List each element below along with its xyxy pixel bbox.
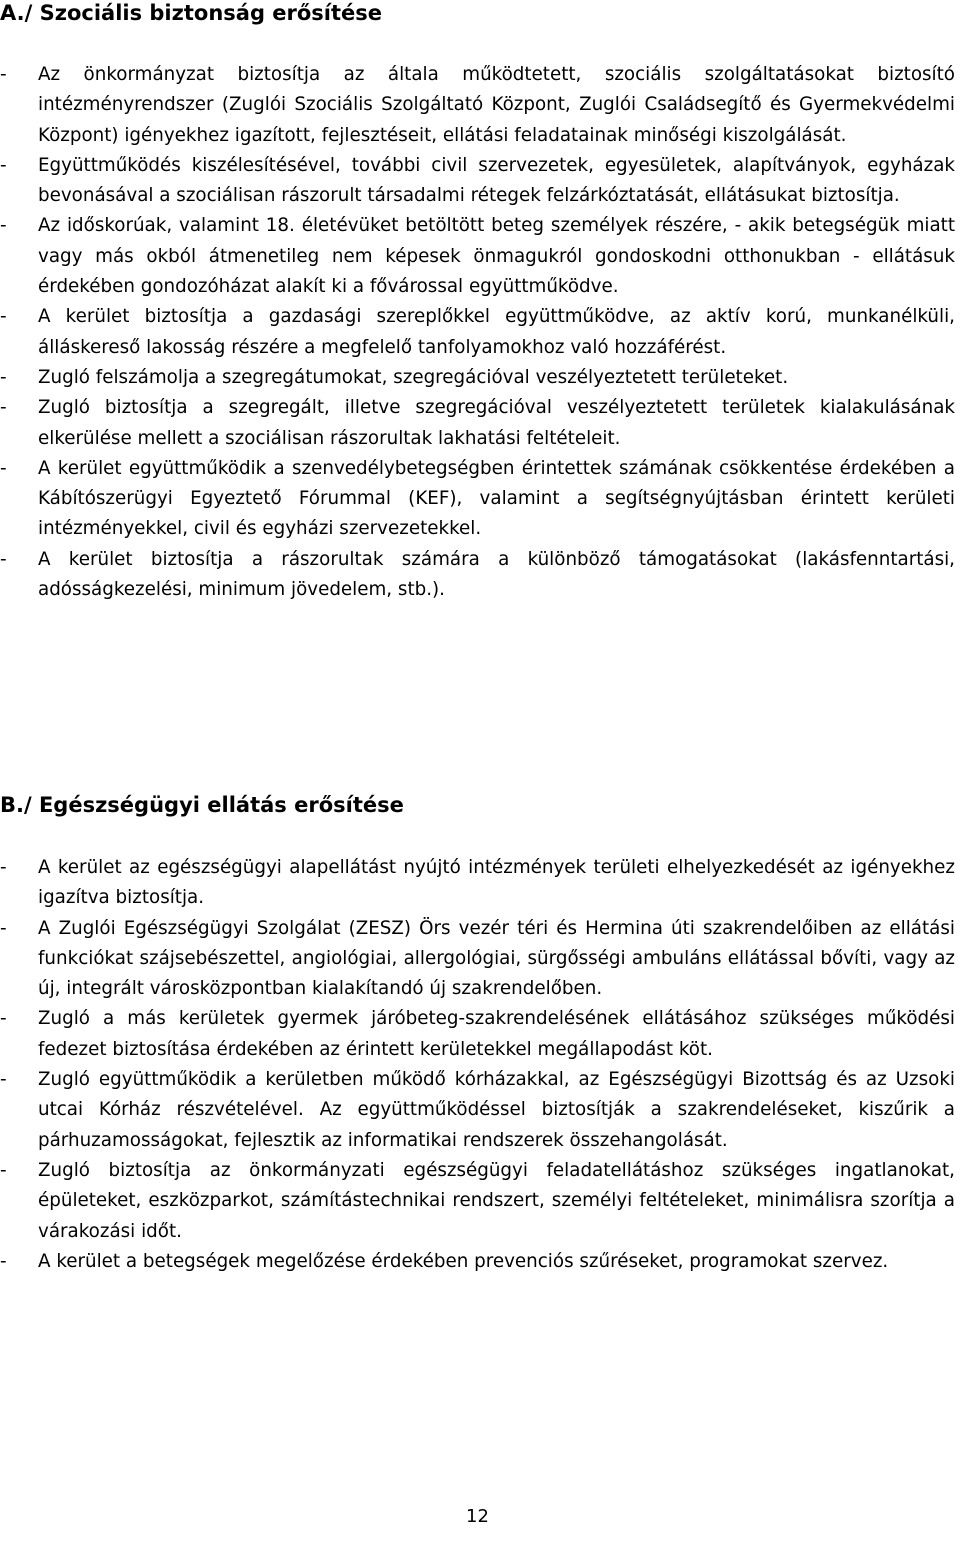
list-item [0, 914, 955, 1005]
bullet-dash: - [0, 397, 7, 419]
section-b-list [0, 853, 955, 1277]
list-item [0, 1004, 955, 1065]
list-item [0, 545, 955, 606]
bullet-dash: - [0, 1250, 7, 1272]
bullet-dash: - [0, 306, 7, 328]
list-item [0, 211, 955, 302]
bullet-dash: - [0, 366, 7, 388]
bullet-dash: - [0, 857, 7, 878]
bullet-dash: - [0, 215, 7, 237]
list-item [0, 1156, 955, 1247]
bullet-dash: - [0, 154, 7, 176]
page-number: 12 [466, 1506, 489, 1527]
list-item [0, 363, 955, 393]
bullet-dash: - [0, 1008, 7, 1030]
list-item-text: A Zuglói Egészségügyi Szolgálat (ZESZ) Örs vezér téri és Hermina úti szakrendelőiben az ellátási funkciókat szájsebészettel, angiológiai, allergológiai, sürgősségi ambuláns ellátással bővíti, vagy az új, integrált városközpontban kialakítandó új szakrendelőben. [38, 917, 955, 1000]
list-item-text: A kerület az egészségügyi alapellátást nyújtó intézmények területi elhelyezkedését az igényekhez igazítva biztosítja. [38, 857, 955, 909]
list-item-text: A kerület biztosítja a rászorultak számára a különböző támogatásokat (lakásfenntartási, adósságkezelési, minimum jövedelem, stb.). [38, 548, 955, 601]
list-item-text: Zugló biztosítja az önkormányzati egészségügyi feladatellátáshoz szükséges ingatlanokat, épületeket, eszközparkot, számítástechnikai rendszert, személyi feltételeket, minimálisra szorítja a várakozási időt. [38, 1159, 955, 1242]
list-item [0, 454, 955, 545]
bullet-dash: - [0, 1069, 7, 1091]
list-item-text: A kerület biztosítja a gazdasági szereplőkkel együttműködve, az aktív korú, munkanélküli, álláskereső lakosság részére a megfelelő tanfolyamokhoz való hozzáférést. [38, 306, 955, 358]
list-item-text: Zugló biztosítja a szegregált, illetve szegregációval veszélyeztetett területek kialakulásának elkerülése mellett a szociálisan rászorultak lakhatási feltételeit. [38, 397, 955, 449]
bullet-dash: - [0, 1159, 7, 1181]
list-item-text: Együttműködés kiszélesítésével, további civil szervezetek, egyesületek, alapítványok, egyházak bevonásával a szociálisan rászorult társadalmi rétegek felzárkóztatását, ellátásukat biztosítja. [38, 154, 955, 207]
list-item [0, 60, 955, 151]
list-item-text: Az önkormányzat biztosítja az általa működtetett, szociális szolgáltatásokat biztosító intézményrendszer (Zuglói Szociális Szolgáltató Központ, Zuglói Családsegítő és Gyermekvédelmi Központ) igényekhez igazított, fejlesztéseit, ellátási feladatainak minőségi kiszolgálását. [38, 64, 955, 146]
list-item-text: A kerület a betegségek megelőzése érdekében prevenciós szűréseket, programokat szervez. [38, 1250, 889, 1272]
list-item-text: Az időskorúak, valamint 18. életévüket betöltött beteg személyek részére, - akik betegségük miatt vagy más okból átmenetileg nem képesek önmagukról gondoskodni otthonukban - ellátásuk érdekében gondozóházat alakít ki a fővárossal együttműködve. [38, 215, 955, 298]
section-a-list [0, 60, 955, 605]
bullet-dash: - [0, 64, 7, 85]
bullet-dash: - [0, 457, 7, 479]
list-item [0, 1065, 955, 1156]
list-item [0, 853, 955, 914]
list-item-text: A kerület együttműködik a szenvedélybetegségben érintettek számának csökkentése érdekében a Kábítószerügyi Egyeztető Fórummal (KEF), valamint a segítségnyújtásban érintett kerületi intézményekkel, civil és egyházi szervezetekkel. [38, 457, 955, 540]
list-item [0, 302, 955, 363]
bullet-dash: - [0, 917, 7, 939]
bullet-dash: - [0, 548, 7, 570]
list-item [0, 151, 955, 212]
list-item-text: Zugló felszámolja a szegregátumokat, szegregációval veszélyeztetett területeket. [38, 366, 789, 388]
section-a-title: A./ Szociális biztonság erősítése [0, 1, 383, 25]
list-item [0, 393, 955, 454]
list-item-text: Zugló a más kerületek gyermek járóbeteg-szakrendelésének ellátásához szükséges működési fedezet biztosítása érdekében az érintett kerületekkel megállapodást köt. [38, 1008, 955, 1060]
list-item [0, 1247, 955, 1277]
list-item-text: Zugló együttműködik a kerületben működő kórházakkal, az Egészségügyi Bizottság és az Uzsoki utcai Kórház részvételével. Az együttműködéssel biztosítják a szakrendeléseket, kiszűrik a párhuzamosságokat, fejlesztik az informatikai rendszerek összehangolását. [38, 1069, 955, 1151]
section-b-title: B./ Egészségügyi ellátás erősítése [0, 793, 404, 817]
